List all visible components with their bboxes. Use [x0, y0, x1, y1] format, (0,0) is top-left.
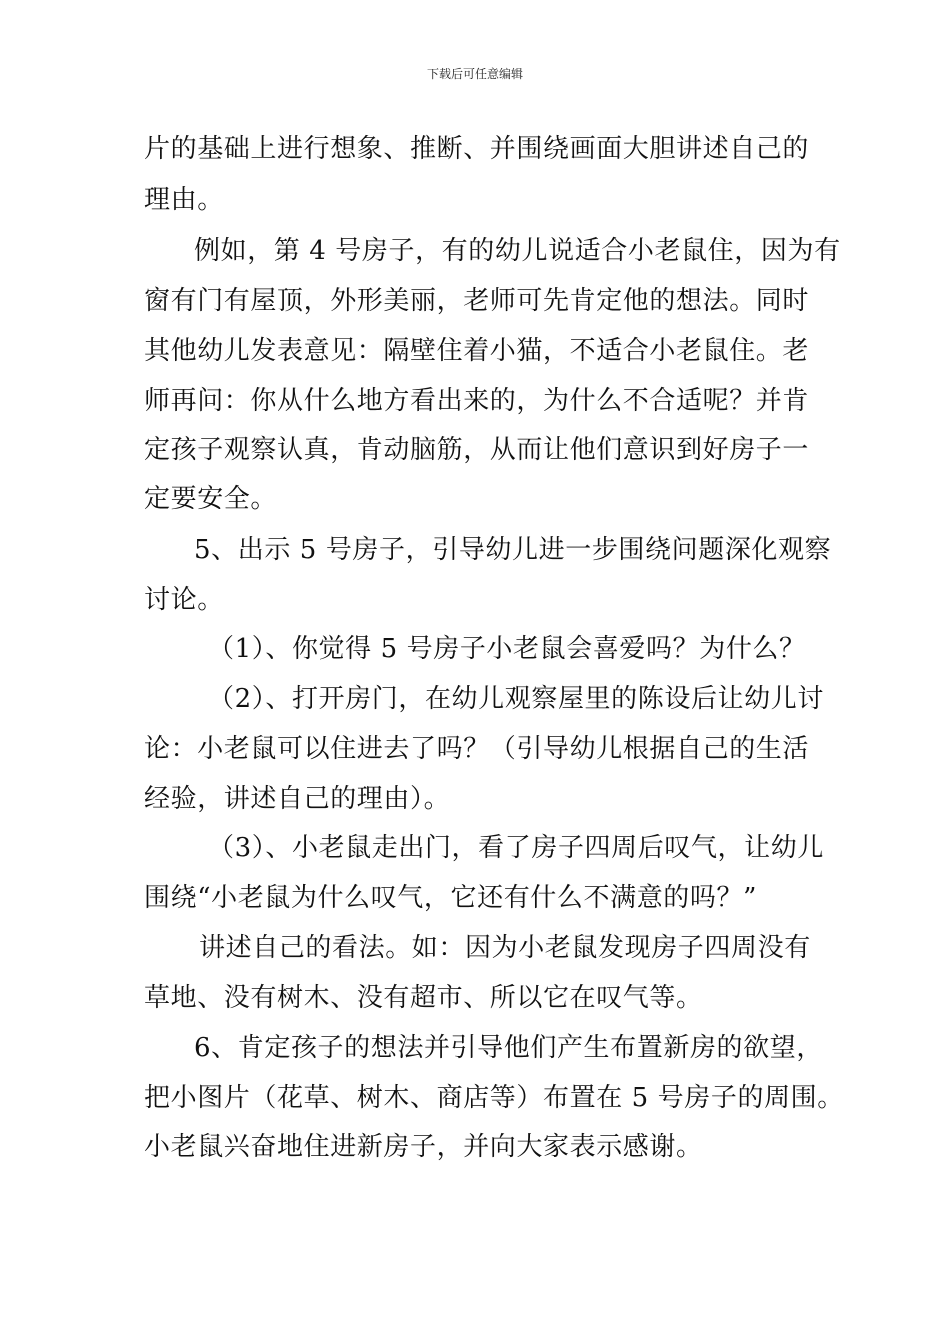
body-text-line: 小老鼠兴奋地住进新房子，并向大家表示感谢。 [144, 1132, 703, 1162]
body-text-line: 窗有门有屋顶，外形美丽，老师可先肯定他的想法。同时 [144, 286, 810, 316]
body-text-line: 围绕“小老鼠为什么叹气，它还有什么不满意的吗？” [144, 883, 757, 913]
body-text-line: 论：小老鼠可以住进去了吗？（引导幼儿根据自己的生活 [144, 734, 810, 764]
body-text-line: 经验，讲述自己的理由）。 [144, 784, 451, 814]
body-text-line: 理由。 [144, 185, 224, 215]
body-text-line: 定孩子观察认真，肯动脑筋，从而让他们意识到好房子一 [144, 435, 810, 465]
body-text-line: 其他幼儿发表意见：隔壁住着小猫，不适合小老鼠住。老 [144, 336, 810, 366]
body-text-line: 定要安全。 [144, 484, 278, 514]
page-header: 下载后可任意编辑 [426, 67, 523, 81]
body-text-line: （1）、你觉得 5 号房子小老鼠会喜爱吗？为什么？ [208, 634, 806, 664]
body-text-line: 师再问：你从什么地方看出来的，为什么不合适呢？并肯 [144, 386, 810, 416]
body-text-line: 5、出示 5 号房子，引导幼儿进一步围绕问题深化观察 [194, 535, 832, 565]
body-text-line: （3）、小老鼠走出门，看了房子四周后叹气，让幼儿 [208, 833, 824, 863]
body-text-line: 例如，第 4 号房子，有的幼儿说适合小老鼠住，因为有 [194, 236, 841, 266]
body-text-line: 把小图片（花草、树木、商店等）布置在 5 号房子的周围。 [144, 1083, 844, 1113]
body-text-line: 片的基础上进行想象、推断、并围绕画面大胆讲述自己的 [144, 134, 810, 164]
body-text-line: 讲述自己的看法。如：因为小老鼠发现房子四周没有 [199, 933, 811, 963]
body-text-line: 草地、没有树木、没有超市、所以它在叹气等。 [144, 983, 703, 1013]
body-text-line: 讨论。 [144, 585, 224, 615]
body-text-line: 6、肯定孩子的想法并引导他们产生布置新房的欲望， [194, 1033, 823, 1063]
body-text-line: （2）、打开房门，在幼儿观察屋里的陈设后让幼儿讨 [208, 684, 824, 714]
